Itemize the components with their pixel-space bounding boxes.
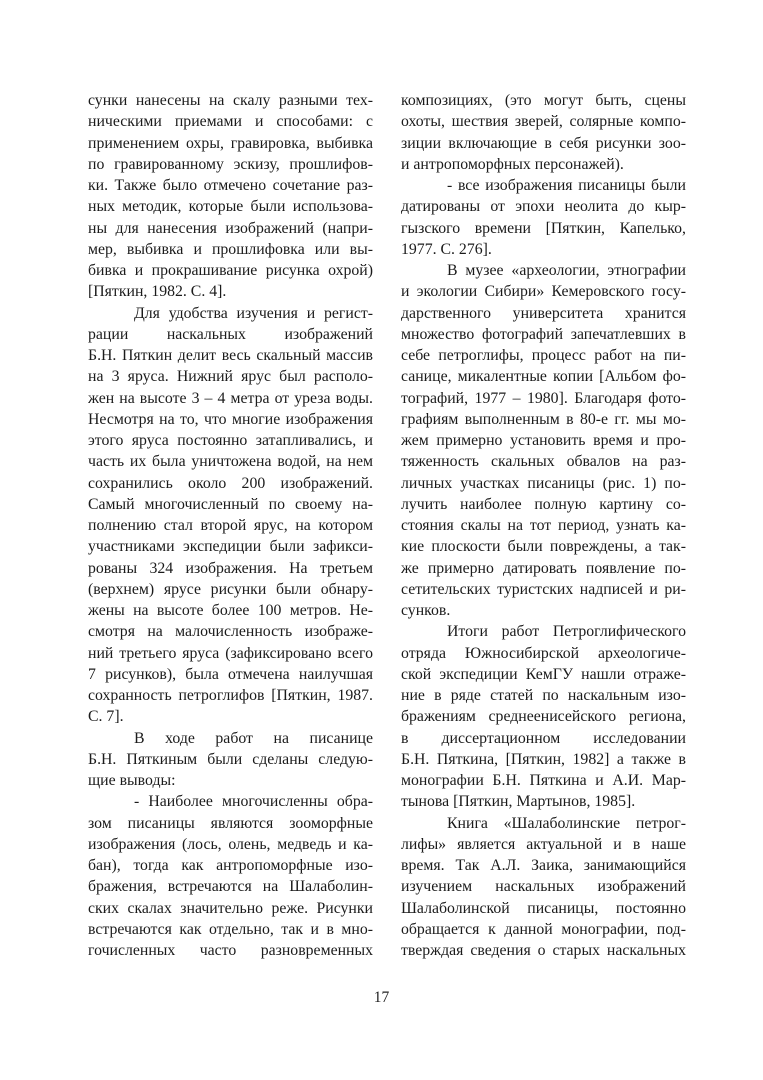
paragraph: [88, 791, 373, 961]
text-line: В музее «археологии, этнографии: [447, 262, 686, 279]
text-line: обращается к данной монографии, под-: [401, 920, 686, 938]
text-line: ской экспедиции КемГУ нашли отраже-: [401, 665, 686, 683]
two-column-text: [88, 90, 686, 961]
text-line: бивка и прокрашивание рисунка охрой): [88, 262, 373, 279]
text-line: рации наскальных изображений: [88, 325, 373, 343]
page-number: 17: [373, 989, 390, 1006]
text-line: тографий, 1977 – 1980]. Благодаря фото-: [401, 389, 686, 407]
text-line: дарственного университета хранится: [401, 304, 686, 322]
text-line: гызского времени [Пяткин, Капелько,: [401, 219, 686, 237]
text-line: В ходе работ на писанице: [134, 729, 373, 747]
text-line: Несмотря на то, что многие изображения: [88, 410, 373, 428]
text-line: мер, выбивка и прошлифовка или вы-: [88, 240, 373, 258]
paragraph: [88, 303, 373, 728]
text-line: смотря на малочисленность изображе-: [88, 623, 373, 641]
text-line: рованы 324 изображения. На третьем: [88, 559, 373, 577]
text-line: сунков.: [401, 602, 451, 619]
paragraph: [401, 260, 686, 621]
text-line: лучить наиболее полную картину со-: [401, 495, 686, 513]
text-line: зиции включающие в себя рисунки зоо-: [401, 134, 686, 152]
text-line: зом писаницы являются зооморфные: [88, 814, 373, 832]
text-line: охоты, шествия зверей, солярные компо-: [401, 113, 686, 131]
text-line: жены на высоте более 100 метров. Не-: [88, 602, 373, 619]
text-line: полнению стал второй ярус, на котором: [88, 517, 373, 534]
paragraph: [401, 621, 686, 812]
text-line: композициях, (это могут быть, сцены: [401, 92, 686, 109]
text-line: лифы» является актуальной и в наше: [401, 835, 686, 853]
paragraph: [88, 90, 373, 303]
text-line: и антропоморфных персонажей).: [401, 155, 624, 173]
text-line: сунки нанесены на скалу разными тех-: [88, 92, 373, 109]
text-line: ны для нанесения изображений (напри-: [88, 219, 373, 237]
text-line: тверждая сведения о старых наскальных: [401, 942, 686, 959]
text-line: сохранность петроглифов [Пяткин, 1987.: [88, 687, 373, 704]
text-line: Самый многочисленный по своему на-: [88, 495, 373, 513]
paragraph: [401, 175, 686, 260]
text-line: бражения, встречаются на Шалаболин-: [88, 878, 373, 896]
text-line: - все изображения писаницы были: [447, 177, 686, 194]
text-line: ки. Также было отмечено сочетание раз-: [88, 177, 373, 194]
text-line: изображения (лось, олень, медведь и ка-: [88, 835, 373, 853]
text-line: и экологии Сибири» Кемеровского госу-: [401, 283, 686, 301]
text-line: ских скалах значительно реже. Рисунки: [88, 899, 373, 917]
text-line: множество фотографий запечатлевших в: [401, 325, 686, 343]
text-line: 7 рисунков), была отмечена наилучшая: [88, 665, 373, 683]
text-line: кие плоскости были повреждены, а так-: [401, 538, 686, 556]
paragraph: [88, 728, 373, 792]
text-line: гочисленных часто разновременных: [88, 942, 373, 959]
text-line: в диссертационном исследовании: [401, 729, 686, 747]
text-line: Итоги работ Петроглифического: [447, 623, 686, 641]
text-line: тяженность скальных обвалов на раз-: [401, 453, 686, 471]
paragraph: [401, 813, 686, 962]
text-line: стояния скалы на тот период, узнать ка-: [401, 517, 686, 534]
paragraph: [401, 90, 686, 175]
text-line: Шалаболинской писаницы, постоянно: [401, 899, 686, 917]
text-column-left: [88, 90, 373, 961]
text-line: бражениям среднеенисейского региона,: [401, 708, 686, 726]
text-line: сохранились около 200 изображений.: [88, 474, 373, 492]
text-line: ний третьего яруса (зафиксировано всего: [88, 644, 373, 662]
text-line: С. 7].: [88, 708, 124, 726]
text-line: участниками экспедиции были зафикси-: [88, 538, 373, 556]
text-line: по гравированному эскизу, прошлифов-: [88, 155, 373, 173]
text-line: отряда Южносибирской археологиче-: [401, 644, 686, 662]
text-line: Для удобства изучения и регист-: [134, 304, 373, 322]
text-line: - Наиболее многочисленны обра-: [134, 793, 373, 811]
text-line: (верхнем) ярусе рисунки были обнару-: [88, 580, 373, 598]
text-line: личных участках писаницы (рис. 1) по-: [401, 474, 686, 492]
text-line: графиям выполненным в 80-е гг. мы мо-: [401, 410, 686, 428]
text-line: сетительских туристских надписей и ри-: [401, 580, 686, 598]
text-line: датированы от эпохи неолита до кыр-: [401, 198, 686, 216]
text-line: себе петроглифы, процесс работ на пи-: [401, 347, 686, 364]
text-line: изучением наскальных изображений: [401, 878, 686, 896]
text-line: применением охры, гравировка, выбивка: [88, 134, 373, 152]
text-line: Книга «Шалаболинские петрог-: [447, 814, 686, 832]
text-line: [Пяткин, 1982. С. 4].: [88, 283, 227, 301]
text-line: же примерно датировать появление по-: [401, 559, 686, 577]
text-line: жем примерно установить время и про-: [401, 432, 686, 449]
text-line: бан), тогда как антропоморфные изо-: [88, 857, 373, 874]
text-line: тынова [Пяткин, Мартынов, 1985].: [401, 793, 636, 811]
text-line: 1977. С. 276].: [401, 240, 492, 258]
text-line: санице, микалентные копии [Альбом фо-: [401, 368, 686, 386]
text-line: встречаются как отдельно, так и в мно-: [88, 920, 373, 938]
text-line: этого яруса постоянно затапливались, и: [88, 432, 373, 449]
text-line: щие выводы:: [88, 772, 176, 789]
text-line: жен на высоте 3 – 4 метра от уреза воды.: [88, 389, 373, 407]
text-line: ническими приемами и способами: с: [88, 113, 373, 131]
text-line: время. Так А.Л. Заика, занимающийся: [401, 857, 686, 874]
text-line: Б.Н. Пяткина, [Пяткин, 1982] а также в: [401, 750, 686, 768]
text-column-right: [401, 90, 686, 961]
text-line: на 3 яруса. Нижний ярус был располо-: [88, 368, 373, 386]
text-line: ных методик, которые были использова-: [88, 198, 373, 216]
text-line: Б.Н. Пяткин делит весь скальный массив: [88, 347, 373, 364]
text-line: Б.Н. Пяткиным были сделаны следую-: [88, 750, 373, 768]
text-line: часть их была уничтожена водой, на нем: [88, 453, 373, 471]
text-line: монографии Б.Н. Пяткина и А.И. Мар-: [401, 772, 686, 789]
text-line: ние в ряде статей по наскальным изо-: [401, 687, 686, 704]
